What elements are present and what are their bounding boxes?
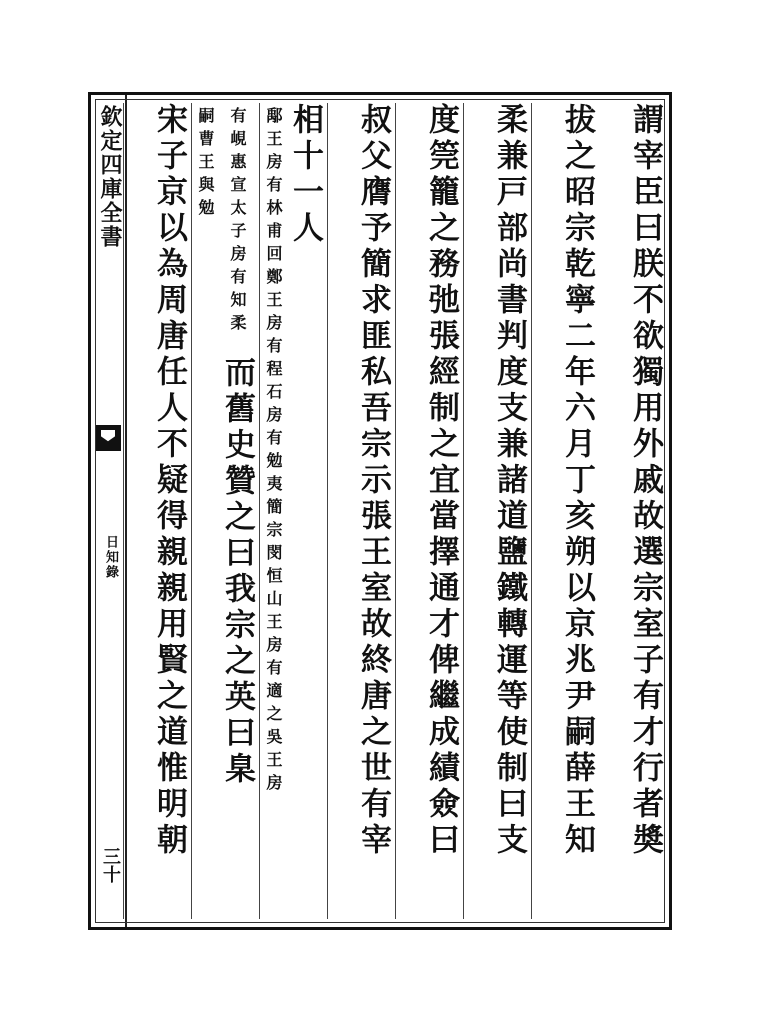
column-text: 度筦籠之務弛張經制之宜當擇通才俾繼成績僉曰 [423,103,459,859]
annotation-right: 有峴惠宣太 [228,107,247,222]
annotation-left: 子房有知柔 [228,222,247,337]
text-column-4 [395,103,463,919]
book-name: 日知錄 [103,535,118,580]
page-number: 三十 [100,847,121,883]
collection-title: 欽定四庫全書 [97,105,123,249]
text-column-5 [327,103,395,919]
fish-tail-mark [95,425,121,451]
text-column-3 [463,103,531,919]
column-text: 謂宰臣曰朕不欲獨用外戚故選宗室子有才行者奬 [627,103,663,859]
annotation-right: 嗣曹王 [196,107,215,176]
annotation-left: 房有勉夷簡宗閔恒山王房有適之吳王房 [264,406,283,797]
annotation-right: 鄅王房有林甫回鄭王房有程石 [264,107,283,406]
annotation-pair [263,107,283,797]
column-text: 叔父膺予簡求匪私吾宗示張王室故終唐之世有宰 [355,103,391,859]
column-text: 而舊史贊之曰我宗之英曰臬 [219,356,255,788]
text-column-8 [123,103,191,919]
annotation-pair [227,107,247,337]
text-column-2 [531,103,599,919]
text-body [127,95,669,927]
text-column-7 [191,103,259,919]
annotation-left: 與勉 [196,176,215,222]
column-text: 柔兼戸部尚書判度支兼諸道鹽鐵轉運等使制曰支 [491,103,527,859]
column-text: 拔之昭宗乾寧二年六月丁亥朔以京兆尹嗣薛王知 [559,103,595,859]
book-page [88,92,672,930]
column-text: 宋子京以為周唐任人不疑得親親用賢之道惟明朝 [151,103,187,859]
text-column-1 [599,103,667,919]
text-column-6 [259,103,327,919]
column-text: 相十一人 [287,103,323,247]
page-margin-strip [91,95,127,927]
annotation-pair [195,107,215,222]
